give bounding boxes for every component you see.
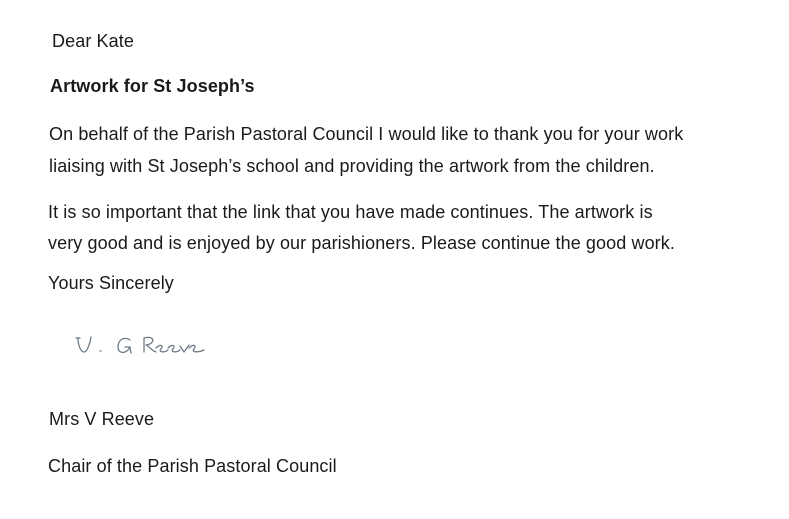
- signature-scribble: [72, 326, 252, 366]
- subject-heading: Artwork for St Joseph’s: [50, 76, 255, 96]
- signatory-name: Mrs V Reeve: [49, 409, 155, 429]
- paragraph-1-line-2: liaising with St Joseph’s school and providing the artwork from the children.: [49, 156, 655, 176]
- closing: Yours Sincerely: [48, 273, 174, 293]
- handwritten-signature: [72, 326, 252, 366]
- greeting: Dear Kate: [52, 31, 134, 51]
- paragraph-2-line-1: It is so important that the link that you have made continues. The artwork is: [48, 202, 653, 222]
- paragraph-1-line-1: On behalf of the Parish Pastoral Council I would like to thank you for your work: [49, 124, 684, 144]
- paragraph-2-line-2: very good and is enjoyed by our parishioners. Please continue the good work.: [48, 233, 675, 253]
- signatory-title: Chair of the Parish Pastoral Council: [48, 456, 337, 476]
